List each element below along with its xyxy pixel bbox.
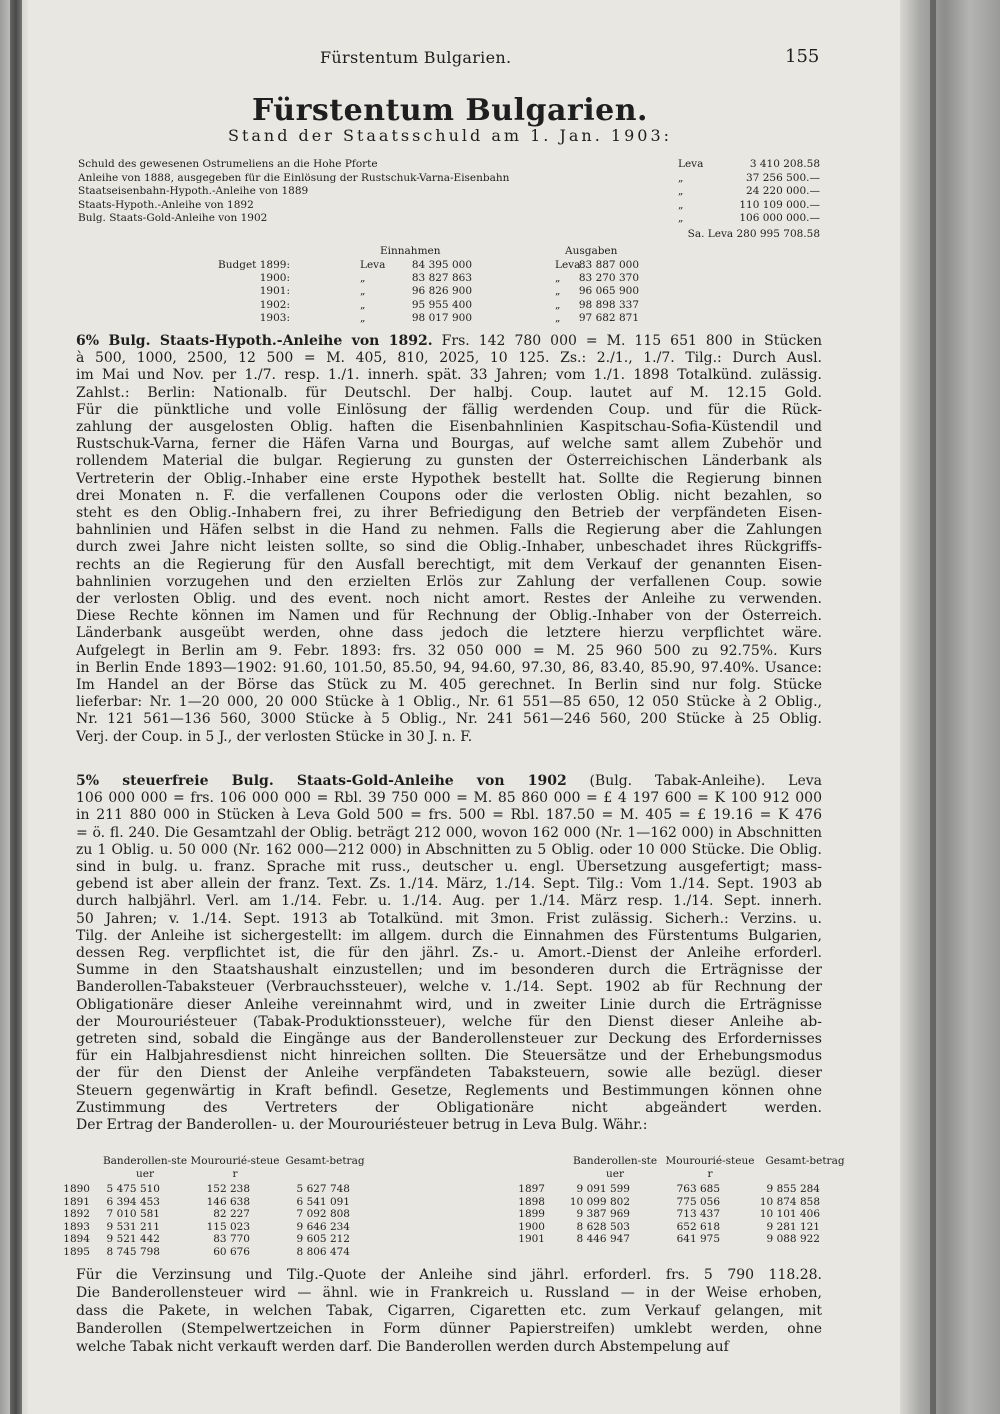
text-line: Obligationäre dieser Anleihe vereinnahmt wird, und in zweiter Linie durch die Erträgnisse [76,996,822,1013]
tax-cell: 9 646 234 [296,1220,350,1233]
text-line: Für die Verzinsung und Tilg.-Quote der Anleihe sind jährl. erforderl. frs. 5 790 118.28. [76,1267,822,1283]
binding-shadow [10,0,22,1414]
text-line: rechts an die Regierung für den Ausfall berechtigt, mit dem Verkauf der genannten Eisen- [76,556,822,573]
debt-amount: 3 410 208.58 [749,158,820,170]
text-line: getreten sind, sobald die Eingänge aus der Banderollensteuer zur Deckung des Erfordernisses [76,1031,822,1048]
budget-table [190,245,670,325]
debt-label: Staats-Hypoth.-Anleihe von 1892 [78,198,254,211]
text-line: Banderollen-Tabaksteuer (Verbrauchssteuer), welche v. 1./14. Sept. 1902 ab für Rechnung der [76,979,822,996]
debt-row [78,212,820,226]
tax-table-row [60,1196,830,1209]
tax-yield-table [60,1155,845,1259]
text-line: Steuern gegenwärtig in Kraft befindl. Gesetze, Reglements und Bestimmungen können ohne [76,1082,822,1099]
tax-column-header: Banderollen-steuer [572,1155,658,1180]
tax-cell: 8 806 474 [296,1245,350,1258]
text-line: in Berlin Ende 1893—1902: 91.60, 101.50, 85.50, 94, 94.60, 97.30, 86, 83.40, 85.90, 97.40%. Usance: [76,659,822,676]
tax-cell: 5 627 748 [296,1183,350,1195]
debt-currency: „ [678,198,684,211]
text-line: zahlung der ausgelosten Oblig. haften die Eisenbahnlinien Kaspitschau-Sofia-Küstendil und [76,419,822,436]
section-heading: 6% Bulg. Staats-Hypoth.-Anleihe von 1892. [76,333,433,349]
tax-cell: 763 685 [676,1183,720,1195]
tax-cell: 9 387 969 [576,1208,630,1221]
tax-cell: 9 088 922 [766,1233,820,1246]
expense-value: 97 682 871 [578,311,639,324]
tax-cell: 7 010 581 [106,1208,160,1221]
expense-value: 98 898 337 [578,298,639,311]
text-line: = ö. fl. 240. Die Gesamtzahl der Oblig. beträgt 212 000, wovon 162 000 (Nr. 1—162 000) in Abschnitten [76,824,822,841]
tax-cell: 1892 [63,1208,90,1221]
text-line: welche Tabak nicht verkauft werden darf. Die Banderollen werden durch Abstempelung auf [76,1339,729,1355]
text-line: zu 1 Oblig. u. 50 000 (Nr. 162 000—212 000) in Abschnitten zu 5 Oblig. oder 10 000 Stücke. Die Oblig. [76,841,822,858]
text-line: steht es den Oblig.-Inhabern frei, zu ihrer Befriedigung den Betrieb der verpfändeten Eisen- [76,505,822,522]
tax-cell: 1890 [63,1183,90,1195]
income-currency: „ [360,272,366,285]
income-header: Einnahmen [380,245,441,257]
budget-year: Budget 1899: [218,259,290,271]
text-line: 50 Jahren; v. 1./14. Sept. 1913 ab Totalkünd. mit 3mon. Frist zulässig. Sicherh.: Verzins. u. [76,910,822,927]
page-title: Fürstentum Bulgarien. [252,93,648,128]
expense-value: 96 065 900 [578,285,639,298]
tax-column-header: Mourourié-steuer [190,1155,280,1180]
debt-label: Anleihe von 1888, ausgegeben für die Einlösung der Rustschuk-Varna-Eisenbahn [78,171,510,184]
text-line: bahnlinien und Häfen selbst in die Hand zu nehmen. Falls die Regierung aber die Zahlungen [76,522,822,539]
tax-cell: 1901 [518,1233,545,1246]
tax-table-row [60,1208,830,1221]
tax-table-header [60,1155,845,1183]
tax-cell: 713 437 [676,1208,720,1221]
page-number: 155 [785,46,820,67]
expense-currency: „ [555,298,561,311]
debt-row [78,199,820,213]
budget-row [190,312,670,325]
tax-cell: 9 521 442 [106,1233,160,1246]
budget-year: 1903: [259,311,290,324]
section-1892-loan [76,333,822,746]
text-line: Zahlst.: Berlin: Nationalb. für Deutschl. Der halbj. Coup. lautet auf M. 12.15 Gold. [76,384,822,401]
text-line: Im Handel an der Börse das Stück zu M. 405 gerechnet. In Berlin sind nur folg. Stücke [76,677,822,694]
tax-cell: 8 628 503 [576,1220,630,1233]
page-subtitle: Stand der Staatsschuld am 1. Jan. 1903: [227,126,673,145]
tax-cell: 8 446 947 [576,1233,630,1246]
debt-sum-row [78,228,820,242]
tax-table-row [60,1246,830,1259]
text-line: Aufgelegt in Berlin am 9. Febr. 1893: frs. 32 050 000 = M. 25 960 500 zu 92.75%. Kurs [76,642,822,659]
text-line: im Mai und Nov. per 1./7. resp. 1./1. innerh. spät. 33 Jahren; vom 1./1. 1898 Totalkünd. zulässig. [76,367,822,384]
expense-header: Ausgaben [565,245,618,257]
text-line: Länderbank ausgeübt werden, ohne dass jedoch die letztere hierzu verpflichtet wäre. [76,625,822,642]
income-value: 96 826 900 [411,285,472,298]
tax-table-row [60,1183,830,1196]
debt-label: Schuld des gewesenen Ostrumeliens an die Hohe Pforte [78,158,378,170]
tax-cell: 10 874 858 [759,1195,820,1208]
tax-cell: 83 770 [213,1233,250,1246]
tax-cell: 1897 [518,1183,545,1195]
tax-cell: 641 975 [676,1233,720,1246]
income-currency: „ [360,285,366,298]
debt-label: Bulg. Staats-Gold-Anleihe von 1902 [78,212,268,224]
section-heading-line [76,773,822,790]
debt-currency: „ [678,212,684,224]
tax-cell: 6 541 091 [296,1195,350,1208]
tax-cell: 9 281 121 [766,1220,820,1233]
text-line: Der Ertrag der Banderollen- u. der Mourouriésteuer betrug in Leva Bulg. Währ.: [76,1117,648,1134]
tax-cell: 7 092 808 [296,1208,350,1221]
tax-cell: 6 394 453 [106,1195,160,1208]
budget-row [190,299,670,312]
budget-year: 1900: [259,272,290,285]
tax-cell: 152 238 [206,1183,250,1195]
tax-cell: 8 745 798 [106,1245,160,1258]
text-line: Nr. 121 561—136 560, 3000 Stücke à 5 Oblig., Nr. 241 561—246 560, 200 Stücke à 25 Oblig. [76,711,822,728]
budget-row [190,272,670,285]
tax-cell: 60 676 [213,1245,250,1258]
text-line: durch halbjährl. Verl. am 1./14. Febr. u. 1./14. Aug. per 1./14. März resp. 1./14. Sept. innerh. [76,893,822,910]
section-heading-rest: (Bulg. Tabak-Anleihe). Leva [589,773,822,789]
tax-cell: 10 099 802 [569,1195,630,1208]
expense-currency: „ [555,272,561,285]
tax-cell: 1900 [518,1220,545,1233]
tax-cell: 775 056 [676,1195,720,1208]
income-currency: „ [360,311,366,324]
text-line: drei Monaten n. F. die verfallenen Coupons oder die verlosten Oblig. nicht bezahlen, so [76,487,822,504]
budget-year: 1902: [259,298,290,311]
text-line: Tilg. der Anleihe ist sichergestellt: im allgem. durch die Einnahmen des Fürstentums Bulgarien, [76,927,822,944]
tax-cell: 9 091 599 [576,1183,630,1195]
section-1902-loan [76,773,822,1134]
text-line: à 500, 1000, 2500, 12 500 = M. 405, 810, 2025, 10 125. Zs.: 2./1., 1./7. Tilg.: Durch Ausl. [76,350,822,367]
expense-currency: „ [555,285,561,298]
expense-currency: „ [555,311,561,324]
section-heading: 5% steuerfreie Bulg. Staats-Gold-Anleihe von 1902 [76,773,567,789]
text-line: in 211 880 000 in Stücken à Leva Gold 500 = frs. 500 = Rbl. 187.50 = M. 405 = £ 19.16 = K 476 [76,807,822,824]
text-line: sind in bulg. u. franz. Sprache mit russ., deutscher u. engl. Übersetzung ausgefertigt; mass- [76,859,822,876]
debt-row [78,158,820,172]
debt-label: Staatseisenbahn-Hypoth.-Anleihe von 1889 [78,185,309,197]
text-line: Rustschuk-Varna, ferner die Häfen Varna und Bourgas, auf welche samt allem Zubehör und [76,436,822,453]
budget-row [190,285,670,298]
tax-cell: 115 023 [206,1220,250,1233]
text-line: der verlosten Oblig. und des event. noch nicht amort. Restes der Anleihe zu verwenden. [76,591,822,608]
tax-cell: 82 227 [213,1208,250,1221]
debt-sum: Sa. Leva 280 995 708.58 [687,227,820,240]
text-line: bahnlinien vorzugehen und den erzielten Erlös zur Zahlung der verfallenen Coup. sowie [76,573,822,590]
tax-table-row [60,1221,830,1234]
text-line: Für die pünktliche und volle Einlösung der fällig werdenden Coup. und für die Rück- [76,401,822,418]
text-line: Diese Rechte können im Namen und für Rechnung der Oblig.-Inhaber von der Österreich. [76,608,822,625]
text-line: rollendem Material die bulgar. Regierung zu gunsten der Österreichischen Länderbank als [76,453,822,470]
tax-table-row [60,1233,830,1246]
tax-cell: 9 855 284 [766,1183,820,1195]
debt-currency: Leva [678,158,704,170]
running-header: Fürstentum Bulgarien. [320,48,512,67]
text-line: Banderollen (Stempelwertzeichen in Form dünner Papierstreifen) umklebt werden, ohne [76,1321,822,1337]
debt-table [78,158,820,242]
right-page-edge [900,0,1000,1414]
text-line: der für den Dienst der Anleihe verpfändeten Tabaksteuern, sowie alle bezügl. dieser [76,1065,822,1082]
text-line: Zustimmung des Vertreters der Obligationäre nicht abgeändert werden. [76,1099,822,1116]
text-line: Vertreterin der Oblig.-Inhaber eine erste Hypothek bestellt hat. Sollte die Regierung binnen [76,470,822,487]
tax-cell: 1895 [63,1245,90,1258]
income-currency: „ [360,298,366,311]
tax-cell: 146 638 [206,1195,250,1208]
tax-cell: 9 531 211 [106,1220,160,1233]
closing-paragraph [76,1266,822,1356]
tax-cell: 1898 [518,1195,545,1208]
debt-currency: „ [678,185,684,197]
income-value: 84 395 000 [411,259,472,271]
tax-cell: 1894 [63,1233,90,1246]
text-line: Summe in den Staatshaushalt einzustellen; und im besonderen durch die Erträgnisse der [76,962,822,979]
tax-column-header: Banderollen-steuer [102,1155,188,1180]
budget-row [190,259,670,272]
expense-currency: Leva [555,259,581,271]
text-line: Die Banderollensteuer wird — ähnl. wie in Frankreich u. Russland — in der Weise erhoben, [76,1285,822,1301]
expense-value: 83 270 370 [578,272,639,285]
section-heading-line [76,333,822,350]
text-line: 106 000 000 = frs. 106 000 000 = Rbl. 39 750 000 = M. 85 860 000 = £ 4 197 600 = K 100 912 000 [76,790,822,807]
tax-cell: 9 605 212 [296,1233,350,1246]
debt-row [78,172,820,186]
text-line: gebend ist aber allein der franz. Text. Zs. 1./14. März, 1./14. Sept. Tilg.: Vom 1./14. Sept. 1903 ab [76,876,822,893]
debt-amount: 106 000 000.— [739,212,820,224]
tax-column-header: Gesamt-betrag [285,1155,365,1167]
debt-amount: 37 256 500.— [746,171,820,184]
budget-year: 1901: [259,285,290,298]
income-currency: Leva [360,259,386,271]
text-line: dass die Pakete, in welchen Tabak, Cigarren, Cigaretten etc. zum Verkauf gelangen, mit [76,1303,822,1319]
text-line: lieferbar: Nr. 1—20 000, 20 000 Stücke à 1 Oblig., Nr. 61 551—85 650, 12 050 Stücke à 2 Oblig., [76,694,822,711]
text-line-content: Frs. 142 780 000 = M. 115 651 800 in Stücken [441,333,822,349]
text-line: durch zwei Jahre nicht leisten sollte, so sind die Oblig.-Inhaber, unbeschadet ihres Rückgriffs- [76,539,822,556]
tax-cell: 652 618 [676,1220,720,1233]
text-line: der Mourouriésteuer (Tabak-Produktionssteuer), welche für den Dienst dieser Anleihe ab- [76,1013,822,1030]
tax-cell: 5 475 510 [106,1183,160,1195]
tax-column-header: Mourourié-steuer [665,1155,755,1180]
income-value: 98 017 900 [411,311,472,324]
tax-cell: 1891 [63,1195,90,1208]
tax-column-header: Gesamt-betrag [765,1155,845,1167]
tax-cell: 10 101 406 [759,1208,820,1221]
income-value: 83 827 863 [411,272,472,285]
text-line: Verj. der Coup. in 5 J., der verlosten Stücke in 30 J. n. F. [76,728,473,745]
text-line: für ein Halbjahresdienst nicht hinreichen sollten. Die Steuersätze und der Erhebungsmodus [76,1048,822,1065]
debt-amount: 110 109 000.— [739,198,820,211]
tax-cell: 1899 [518,1208,545,1221]
income-value: 95 955 400 [411,298,472,311]
debt-amount: 24 220 000.— [746,185,820,197]
expense-value: 83 887 000 [578,259,639,271]
text-line: dessen Reg. verpflichtet ist, die für den jährl. Zs.- u. Amort.-Dienst der Anleihe erforderl. [76,945,822,962]
debt-currency: „ [678,171,684,184]
tax-cell: 1893 [63,1220,90,1233]
debt-row [78,185,820,199]
